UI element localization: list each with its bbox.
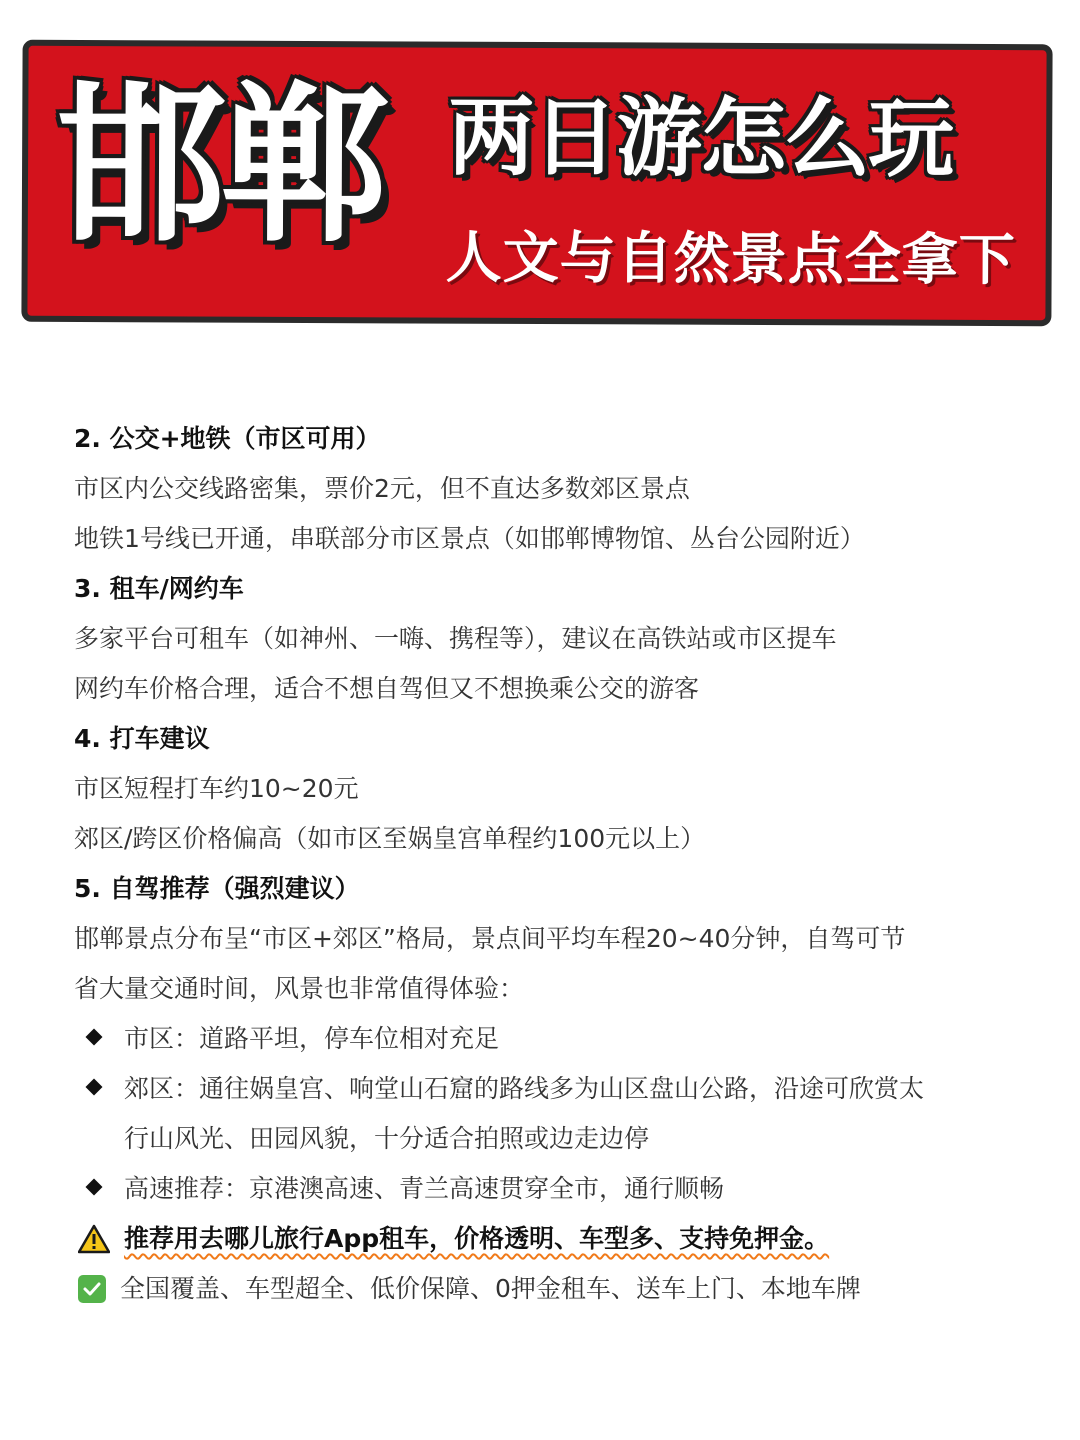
bullet-text: 高速推荐：京港澳高速、青兰高速贯穿全市，通行顺畅 [124, 1174, 725, 1203]
diamond-bullet-icon [86, 1179, 103, 1196]
feature-text: 全国覆盖、车型超全、低价保障、0押金租车、送车上门、本地车牌 [120, 1274, 861, 1303]
section-heading-taxi: 4. 打车建议 [74, 724, 210, 753]
warning-icon [78, 1224, 110, 1254]
section-line: 郊区/跨区价格偏高（如市区至娲皇宫单程约100元以上） [74, 824, 706, 853]
check-box-icon [78, 1275, 106, 1303]
section-line: 多家平台可租车（如神州、一嗨、携程等），建议在高铁站或市区提车 [74, 624, 837, 653]
section-heading-car-rental: 3. 租车/网约车 [74, 574, 244, 603]
bullet-item [74, 1064, 1024, 1114]
feature-row [74, 1264, 1024, 1314]
notice-text: 推荐用去哪儿旅行App租车，价格透明、车型多、支持免押金。 [124, 1224, 830, 1253]
bullet-item [74, 1164, 1024, 1214]
section-line: 邯郸景点分布呈“市区+郊区”格局，景点间平均车程20~40分钟，自驾可节 [74, 924, 906, 953]
bullet-text-continued: 行山风光、田园风貌，十分适合拍照或边走边停 [124, 1124, 650, 1153]
headline: 两日游怎么玩 [447, 87, 953, 190]
bullet-text: 市区：道路平坦，停车位相对充足 [124, 1024, 500, 1053]
section-line: 网约车价格合理，适合不想自驾但又不想换乘公交的游客 [74, 674, 700, 703]
city-title: 邯郸 [55, 66, 385, 267]
sub-headline: 人文与自然景点全拿下 [445, 225, 1016, 294]
bullet-item [74, 1014, 1024, 1064]
section-line: 省大量交通时间，风景也非常值得体验： [74, 974, 525, 1003]
section-heading-bus-metro: 2. 公交+地铁（市区可用） [74, 424, 381, 453]
bullet-text: 郊区：通往娲皇宫、响堂山石窟的路线多为山区盘山公路，沿途可欣赏太 [124, 1074, 925, 1103]
section-line: 市区短程打车约10~20元 [74, 774, 359, 803]
section-line: 地铁1号线已开通，串联部分市区景点（如邯郸博物馆、丛台公园附近） [74, 524, 865, 553]
notice-row [74, 1214, 1024, 1264]
diamond-bullet-icon [86, 1079, 103, 1096]
title-banner [21, 40, 1052, 326]
section-line: 市区内公交线路密集，票价2元，但不直达多数郊区景点 [74, 474, 690, 503]
section-heading-self-drive: 5. 自驾推荐（强烈建议） [74, 874, 360, 903]
diamond-bullet-icon [86, 1029, 103, 1046]
article-body [74, 414, 1024, 1314]
